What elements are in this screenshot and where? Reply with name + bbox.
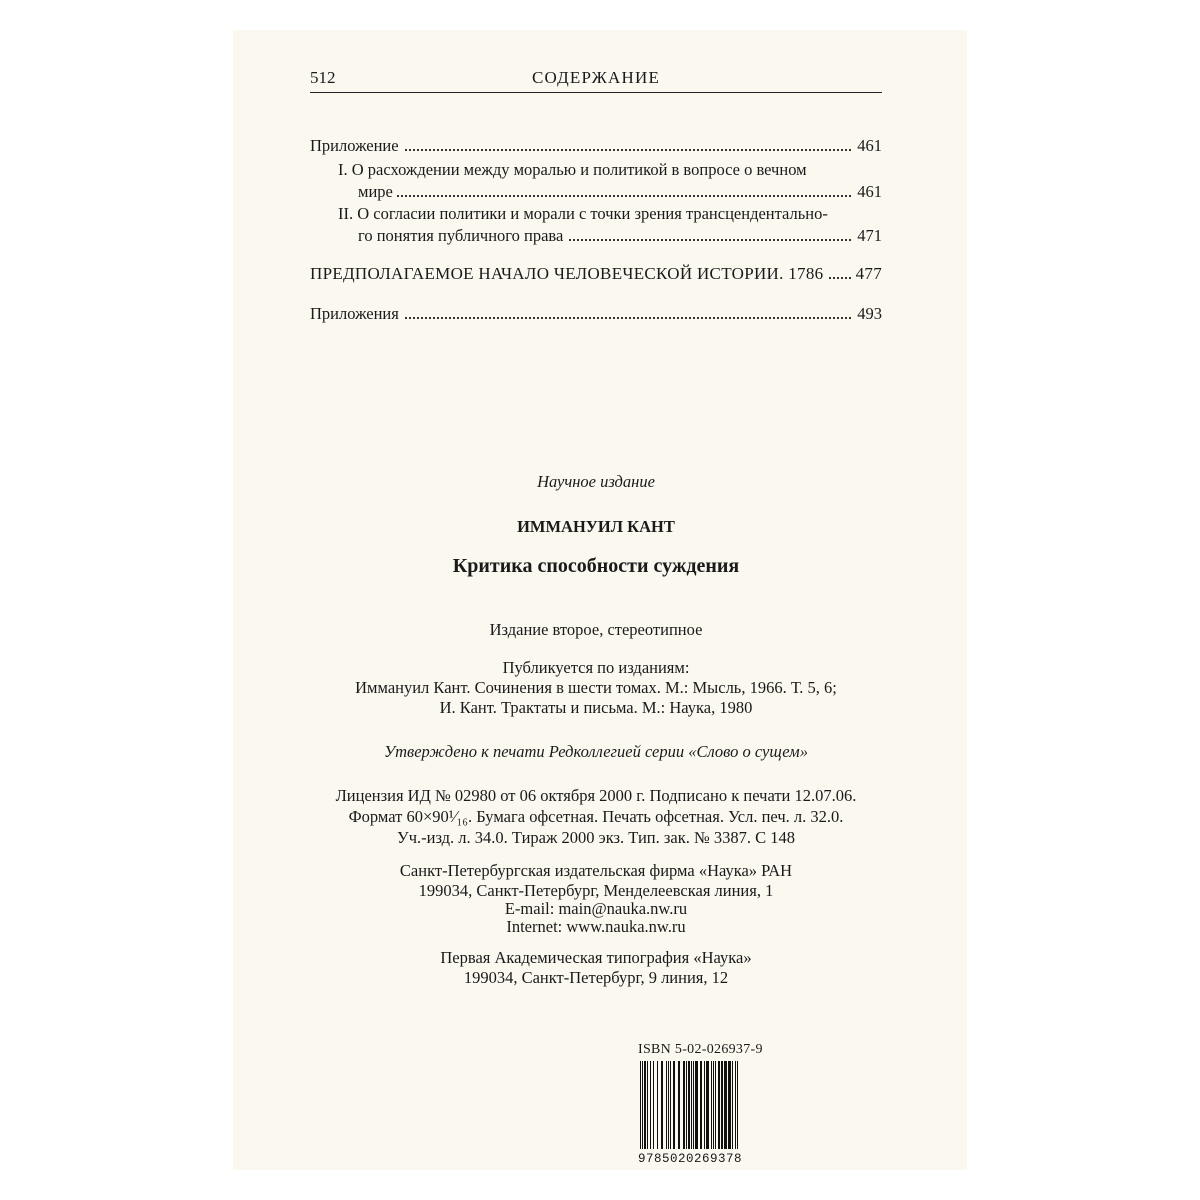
- running-title: СОДЕРЖАНИЕ: [531, 68, 661, 87]
- page-content: [310, 30, 882, 1170]
- toc-entry-line: [338, 160, 882, 182]
- isbn-label: ISBN 5-02-026937-9: [638, 1042, 763, 1057]
- barcode-bar: [715, 1061, 716, 1149]
- barcode-bar: [686, 1061, 687, 1149]
- series-label: Научное издание: [537, 472, 655, 491]
- isbn-block: [638, 1042, 782, 1166]
- barcode-bar: [644, 1061, 646, 1149]
- source-line: И. Кант. Трактаты и письма. М.: Наука, 1980: [439, 698, 753, 717]
- barcode-bar: [704, 1061, 705, 1149]
- toc-entry-appendices: [310, 304, 882, 326]
- toc-entry-line: [338, 204, 882, 226]
- book-title: Критика способности суждения: [452, 555, 740, 577]
- printer-name: Первая Академическая типография «Наука»: [440, 948, 752, 967]
- barcode-bar: [706, 1061, 709, 1149]
- barcode-bar: [650, 1061, 651, 1149]
- publisher-email: E-mail: main@nauka.nw.ru: [504, 899, 688, 918]
- toc-entry-page: 461: [853, 136, 882, 156]
- author-name: ИММАНУИЛ КАНТ: [517, 517, 675, 536]
- toc-entry-title: ПРЕДПОЛАГАЕМОЕ НАЧАЛО ЧЕЛОВЕЧЕСКОЙ ИСТОРИИ. 1786: [310, 264, 827, 284]
- approval-note: Утверждено к печати Редколлегией серии «Слово о сущем»: [384, 742, 808, 761]
- toc-entry-line: [358, 226, 882, 248]
- toc-entry-line: [358, 182, 882, 204]
- toc-entry-title: го понятия публичного права: [358, 226, 567, 246]
- publisher-website: Internet: www.nauka.nw.ru: [506, 917, 686, 936]
- barcode-image: [638, 1061, 778, 1153]
- technical-line: Уч.-изд. л. 34.0. Тираж 2000 экз. Тип. зак. № 3387. С 148: [397, 828, 795, 847]
- toc-entry-title: мире: [358, 182, 397, 202]
- barcode-bar: [647, 1061, 648, 1149]
- barcode-bar: [666, 1061, 667, 1149]
- toc-entry-title: II. О согласии политики и морали с точки зрения трансцендентально-: [338, 204, 828, 223]
- barcode-bar: [642, 1061, 643, 1149]
- barcode-bar: [693, 1061, 694, 1149]
- barcode-bar: [721, 1061, 723, 1149]
- technical-line: Формат 60×90¹⁄₁₆. Бумага офсетная. Печать офсетная. Усл. печ. л. 32.0.: [348, 807, 844, 826]
- barcode-bar: [728, 1061, 731, 1149]
- source-line: Иммануил Кант. Сочинения в шести томах. М.: Мысль, 1966. Т. 5, 6;: [355, 678, 837, 697]
- barcode-bar: [661, 1061, 663, 1149]
- barcode-bar: [668, 1061, 669, 1149]
- barcode-bar: [735, 1061, 736, 1149]
- book-page: [233, 30, 967, 1170]
- barcode-bar: [691, 1061, 692, 1149]
- toc-entry-page: 493: [853, 304, 882, 324]
- barcode-bar: [683, 1061, 685, 1149]
- barcode-bar: [718, 1061, 720, 1149]
- running-header: [310, 66, 882, 93]
- barcode-bar: [640, 1061, 641, 1149]
- edition-info: Издание второе, стереотипное: [489, 620, 703, 639]
- publisher-address: 199034, Санкт-Петербург, Менделеевская линия, 1: [418, 881, 774, 900]
- leader-dots: [358, 195, 882, 197]
- toc-entry-title: I. О расхождении между моралью и политикой в вопросе о вечном: [338, 160, 807, 179]
- barcode-bar: [700, 1061, 702, 1149]
- barcode-bar: [688, 1061, 690, 1149]
- barcode-bar: [657, 1061, 658, 1149]
- barcode-digits: 9785020269378: [638, 1152, 743, 1166]
- barcode-bar: [673, 1061, 675, 1149]
- barcode-bar: [711, 1061, 712, 1149]
- toc-entry-history: [310, 264, 882, 288]
- barcode-bar: [670, 1061, 671, 1149]
- toc-entry-title: Приложения: [310, 304, 403, 324]
- barcode-bar: [695, 1061, 698, 1149]
- barcode-bar: [737, 1061, 738, 1149]
- barcode-bar: [653, 1061, 654, 1149]
- barcode-bar: [713, 1061, 714, 1149]
- toc-entry-appendix: [310, 136, 882, 158]
- page-number: 512: [310, 68, 336, 87]
- toc-entry-page: 461: [853, 182, 882, 202]
- barcode-bar: [678, 1061, 680, 1149]
- toc-entry-page: 477: [852, 264, 882, 284]
- printer-address: 199034, Санкт-Петербург, 9 линия, 12: [463, 968, 729, 987]
- toc-entry-title: Приложение: [310, 136, 403, 156]
- source-heading: Публикуется по изданиям:: [502, 658, 690, 677]
- barcode-bar: [724, 1061, 727, 1149]
- technical-line: Лицензия ИД № 02980 от 06 октября 2000 г. Подписано к печати 12.07.06.: [335, 786, 857, 805]
- toc-entry-page: 471: [853, 226, 882, 246]
- publisher-name: Санкт-Петербургская издательская фирма «Наука» РАН: [399, 861, 793, 880]
- barcode-bar: [732, 1061, 733, 1149]
